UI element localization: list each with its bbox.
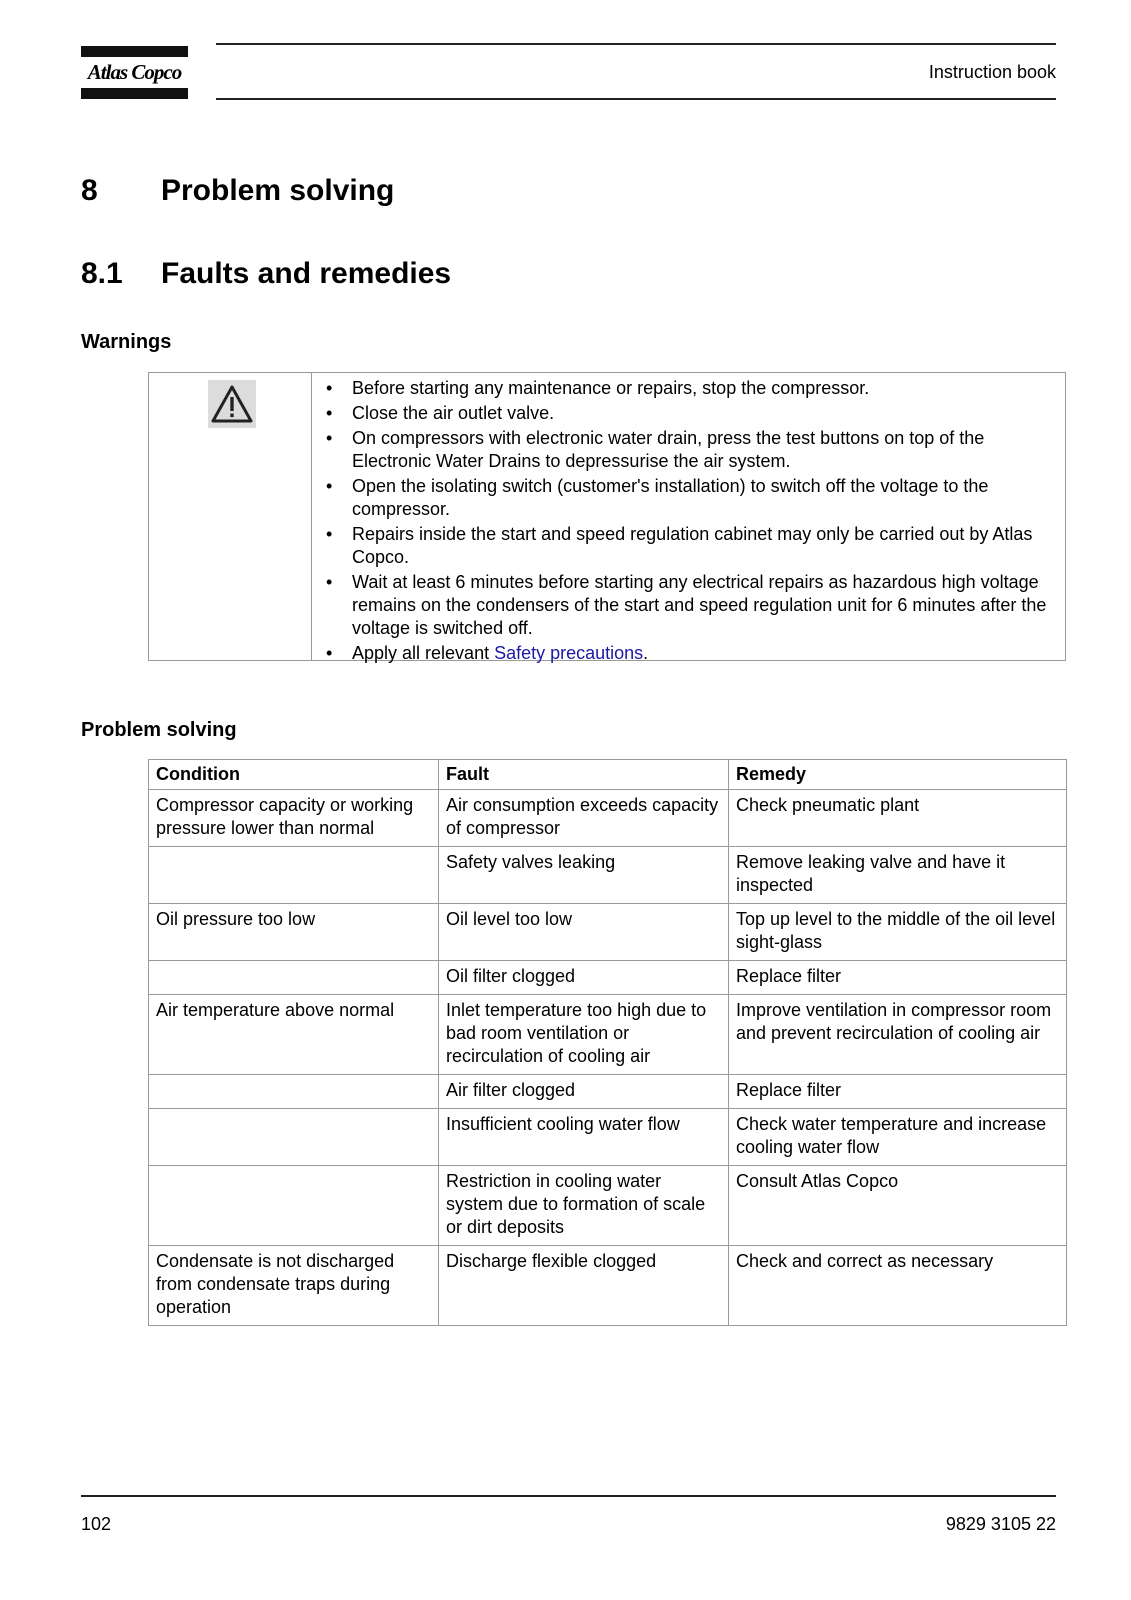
footer-rule <box>81 1495 1056 1497</box>
fault-cell: Restriction in cooling water system due to formation of scale or dirt deposits <box>439 1166 729 1246</box>
column-header-remedy: Remedy <box>729 760 1067 790</box>
atlas-copco-logo <box>81 46 188 99</box>
table-row <box>149 904 1067 961</box>
remedy-cell: Consult Atlas Copco <box>729 1166 1067 1246</box>
section-heading <box>81 257 451 291</box>
chapter-title: Problem solving <box>161 174 395 207</box>
header-rule-top <box>216 43 1056 45</box>
table-row <box>149 847 1067 904</box>
table-row <box>149 1109 1067 1166</box>
remedy-cell: Check water temperature and increase cooling water flow <box>729 1109 1067 1166</box>
chapter-heading <box>81 174 394 208</box>
table-row <box>149 1075 1067 1109</box>
warning-item: • Repairs inside the start and speed regulation cabinet may only be carried out by Atlas Copco. <box>311 523 1065 569</box>
safety-precautions-link[interactable]: Safety precautions <box>494 643 644 663</box>
condition-cell: Air temperature above normal <box>149 995 439 1075</box>
condition-cell <box>149 1109 439 1166</box>
table-header-row <box>149 760 1067 790</box>
column-header-condition: Condition <box>149 760 439 790</box>
remedy-cell: Remove leaking valve and have it inspected <box>729 847 1067 904</box>
fault-cell: Air consumption exceeds capacity of compressor <box>439 790 729 847</box>
condition-cell <box>149 847 439 904</box>
warnings-list <box>311 377 1065 667</box>
warning-item-suffix: . <box>643 643 649 663</box>
problem-solving-table <box>148 759 1067 1326</box>
column-header-fault: Fault <box>439 760 729 790</box>
remedy-cell: Replace filter <box>729 1075 1067 1109</box>
warning-item: • On compressors with electronic water drain, press the test buttons on top of the Electronic Water Drains to depressurise the air system. <box>311 427 1065 473</box>
warning-item: • Wait at least 6 minutes before starting any electrical repairs as hazardous high voltage remains on the condensers of the start and speed regulation unit for 6 minutes after the voltage is switched off. <box>311 571 1065 640</box>
condition-cell <box>149 1166 439 1246</box>
remedy-cell: Check pneumatic plant <box>729 790 1067 847</box>
table-row <box>149 790 1067 847</box>
problem-solving-heading: Problem solving <box>81 719 237 741</box>
condition-cell: Compressor capacity or working pressure lower than normal <box>149 790 439 847</box>
fault-cell: Inlet temperature too high due to bad room ventilation or recirculation of cooling air <box>439 995 729 1075</box>
warning-item-text: Apply all relevant <box>352 643 495 663</box>
condition-cell: Condensate is not discharged from condensate traps during operation <box>149 1246 439 1326</box>
warnings-box <box>148 372 1066 661</box>
warnings-icon-cell <box>149 373 312 660</box>
document-number: 9829 3105 22 <box>945 1514 1056 1534</box>
table-row <box>149 1166 1067 1246</box>
fault-cell: Insufficient cooling water flow <box>439 1109 729 1166</box>
logo-wordmark: Atlas Copco <box>87 60 182 84</box>
condition-cell <box>149 1075 439 1109</box>
fault-cell: Oil filter clogged <box>439 961 729 995</box>
remedy-cell: Check and correct as necessary <box>729 1246 1067 1326</box>
logo-bar-top <box>81 46 188 57</box>
table-row <box>149 961 1067 995</box>
section-title: Faults and remedies <box>161 257 452 290</box>
header-rule-bottom <box>216 98 1056 100</box>
fault-cell: Oil level too low <box>439 904 729 961</box>
fault-cell: Air filter clogged <box>439 1075 729 1109</box>
condition-cell <box>149 961 439 995</box>
page-number: 102 <box>81 1514 112 1534</box>
table-row <box>149 1246 1067 1326</box>
chapter-number: 8 <box>81 174 98 207</box>
condition-cell: Oil pressure too low <box>149 904 439 961</box>
logo-bar-bottom <box>81 88 188 99</box>
warning-item: • Open the isolating switch (customer's installation) to switch off the voltage to the compressor. <box>311 475 1065 521</box>
warning-triangle-icon <box>208 380 256 428</box>
header-title: Instruction book <box>928 62 1056 82</box>
warnings-heading: Warnings <box>81 331 172 353</box>
section-number: 8.1 <box>81 257 123 290</box>
warning-item: • Close the air outlet valve. <box>311 402 1065 425</box>
fault-cell: Safety valves leaking <box>439 847 729 904</box>
table-row <box>149 995 1067 1075</box>
fault-cell: Discharge flexible clogged <box>439 1246 729 1326</box>
remedy-cell: Replace filter <box>729 961 1067 995</box>
warning-item: • Before starting any maintenance or repairs, stop the compressor. <box>311 377 1065 400</box>
problem-solving-table-body <box>149 790 1067 1326</box>
remedy-cell: Improve ventilation in compressor room and prevent recirculation of cooling air <box>729 995 1067 1075</box>
warning-item-safety <box>311 642 1065 665</box>
remedy-cell: Top up level to the middle of the oil level sight-glass <box>729 904 1067 961</box>
